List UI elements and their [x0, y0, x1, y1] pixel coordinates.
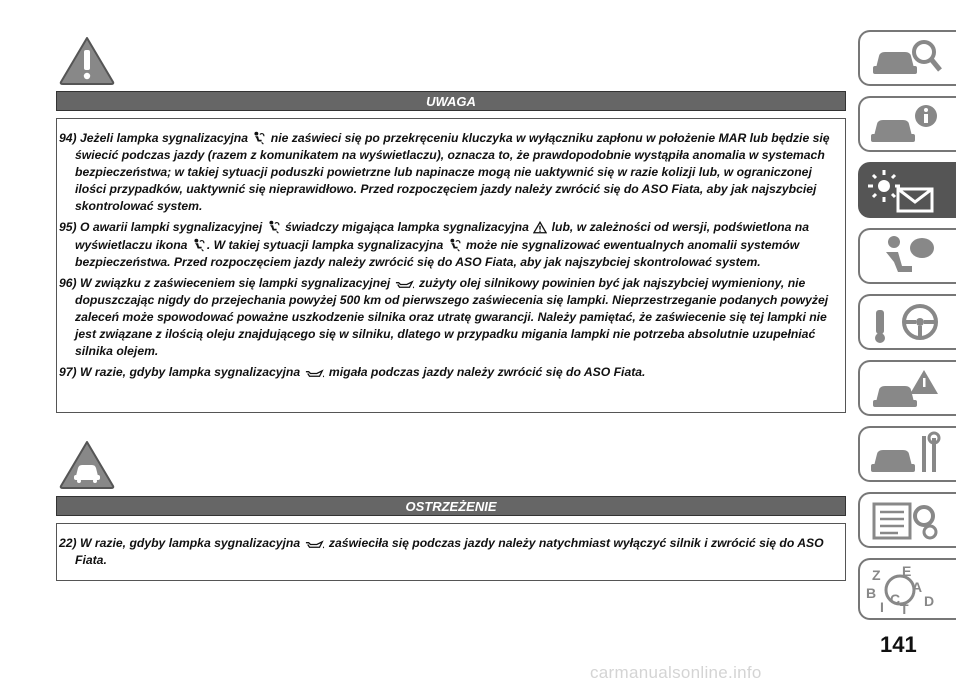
airbag-warning-icon	[252, 131, 266, 145]
uwaga-header: UWAGA	[56, 91, 846, 111]
oil-change-icon	[305, 368, 325, 379]
note-95-text-d: . W takiej sytuacji lampka sygnalizacyjna	[206, 237, 444, 252]
index-letter: C	[890, 591, 901, 607]
index-letter: A	[912, 579, 923, 595]
index-letter: E	[902, 563, 912, 579]
note-96-text-b: zużyty olej silnikowy powinien być jak najszybciej wymieniony, nie dopuszczając nigdy do przejechania powyżej 500 km od pierwszego zaświecenia się lampki. Nieprzestrzeganie podanych powyżej zaleceń może spowodować poważne uszkodzenie silnika oraz utratę gwarancji. Należy pamiętać, że zaświecenie się tej lampki nie jest związane z ilością oleju znajdującego się w silniku, dlatego w przypadku migania lampki nie potrzeba absolutnie uzupełniać silnika olejem.	[75, 275, 829, 359]
page-number: 141	[880, 632, 917, 657]
alphabet-index-icon	[860, 560, 956, 618]
index-letter: D	[924, 593, 935, 609]
note-22	[59, 535, 837, 569]
note-94-text-a: 94) Jeżeli lampka sygnalizacyjna	[59, 131, 249, 145]
note-96-text-a: 96) W związku z zaświeceniem się lampki sygnalizacyjnej	[59, 275, 391, 290]
tab-warning-lights[interactable]	[858, 162, 956, 218]
airbag-warning-icon	[448, 238, 462, 252]
airbag-warning-icon	[192, 238, 206, 252]
note-95-text-e: może nie sygnalizować ewentualnych anomalii systemów bezpieczeństwa. Przed rozpoczęciem jazdy należy zwrócić się do ASO Fiata, aby jak najszybciej skontrolować system.	[75, 237, 800, 269]
tab-car-info[interactable]	[858, 96, 956, 152]
warning-lights-icon	[858, 162, 954, 218]
car-hazard-icon	[860, 362, 956, 414]
list-gear-icon	[860, 494, 956, 546]
index-letter: B	[866, 585, 877, 601]
tab-maintenance[interactable]	[858, 426, 956, 482]
note-94	[59, 130, 837, 215]
ostrzezenie-header: OSTRZEŻENIE	[56, 496, 846, 516]
index-letter: Z	[872, 567, 881, 583]
car-warning-triangle-icon	[58, 438, 116, 490]
warning-triangle-icon	[58, 34, 116, 86]
note-94-text-b: nie zaświeci się po przekręceniu kluczyka w wyłączniku zapłonu w położenie MAR lub będzie się świecić podczas jazdy (razem z komunikatem na wyświetlaczu), oznacza to, że prawdopodobnie wystąpiła anomalia w systemach bezpieczeństwa; w takiej sytuacji poduszki powietrzne lub napinacze mogą nie uaktywnić się w razie kolizji lub, w ograniczonej ilości przypadków, uaktywnić się nieprawidłowo. Przed rozpoczęciem jazdy należy zwrócić się do ASO Fiata, aby jak najszybciej skontrolować system.	[75, 131, 830, 214]
tab-airbag-safety[interactable]	[858, 228, 956, 284]
note-22-text-a: 22) W razie, gdyby lampka sygnalizacyjna	[59, 536, 301, 550]
note-95-text-b: świadczy migająca lampka sygnalizacyjna	[285, 220, 529, 235]
note-22-text-b: zaświeciła się podczas jazdy należy natychmiast wyłączyć silnik i zwrócić się do ASO Fiata.	[75, 536, 824, 568]
index-letter: I	[880, 599, 884, 615]
note-95-text-a: 95) O awarii lampki sygnalizacyjnej	[59, 220, 263, 235]
car-search-icon	[860, 32, 956, 84]
tab-start-driving[interactable]	[858, 294, 956, 350]
note-97-text-b: migała podczas jazdy należy zwrócić się do ASO Fiata.	[328, 365, 646, 380]
general-warning-icon	[533, 221, 547, 234]
key-steering-icon	[860, 296, 956, 348]
uwaga-box	[56, 118, 846, 413]
car-info-icon	[860, 98, 956, 150]
watermark: carmanualsonline.info	[590, 663, 762, 682]
airbag-warning-icon	[267, 220, 281, 234]
note-95	[59, 219, 837, 270]
oil-change-icon	[305, 539, 325, 550]
note-97	[59, 364, 837, 381]
note-96	[59, 275, 837, 360]
airbag-person-icon	[860, 230, 956, 282]
tab-technical-data[interactable]	[858, 492, 956, 548]
tab-emergency[interactable]	[858, 360, 956, 416]
car-tools-icon	[860, 428, 956, 480]
ostrzezenie-box	[56, 523, 846, 581]
oil-change-icon	[395, 279, 415, 290]
tab-car-search[interactable]	[858, 30, 956, 86]
note-97-text-a: 97) W razie, gdyby lampka sygnalizacyjna	[59, 365, 301, 380]
tab-index[interactable]	[858, 558, 956, 620]
index-letter: T	[900, 601, 909, 617]
note-95-text-c: lub, w zależności od wersji, podświetlona na wyświetlaczu ikona	[75, 220, 809, 252]
